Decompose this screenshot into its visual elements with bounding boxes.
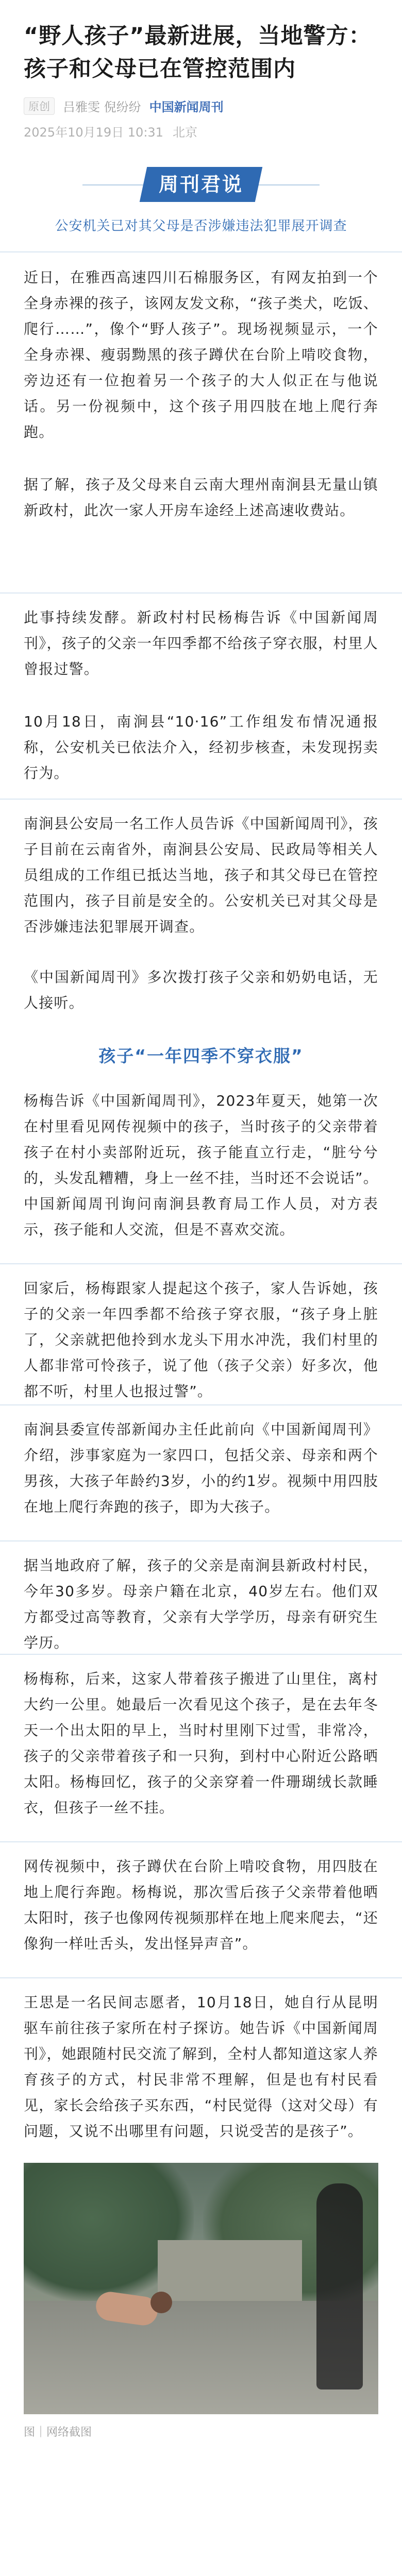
paragraph-block [0,1842,402,1977]
original-badge: 原创 [24,97,55,115]
publish-datetime: 2025年10月19日 10:31 [24,125,163,140]
paragraph-block [0,800,402,1030]
publish-info [0,115,402,140]
paragraph-block [0,1082,402,1263]
publish-location: 北京 [172,125,197,140]
article-title [0,0,402,86]
publication-link[interactable]: 中国新闻周刊 [149,100,224,114]
byline [0,86,402,115]
paragraph-block [0,1264,402,1404]
photo-caption: 图｜网络截图 [24,2426,92,2439]
paragraph-block [0,252,402,592]
paragraph: 王思是一名民间志愿者，10月18日，她自行从昆明驱车前往孩子家所在村子探访。她告诉《中国新闻周刊》，她跟随村民交流了解到，全村人都知道这家人养育孩子的方式，村民非常不理解，但是也有村民看见，家长会给孩子买东西，“村民觉得（这对父母）有问题，又说不出哪里有问题，只说受苦的是孩子”。 [24,1994,378,2140]
title-line-2: 孩子和父母已在管控范围内 [24,56,296,82]
paragraph: 《中国新闻周刊》多次拨打孩子父亲和奶奶电话，无人接听。 [24,969,378,1011]
paragraph: 据了解，孩子及父母来自云南大理州南涧县无量山镇新政村，此次一家人开房车途经上述高速收费站。 [24,476,378,519]
paragraph: 回家后，杨梅跟家人提起这个孩子，家人告诉她，孩子的父亲一年四季都不给孩子穿衣服，“孩子身上脏了，父亲就把他拎到水龙头下用水冲洗，我们村里的人都非常可怜孩子，说了他（孩子父亲）好多次，他都不听，村里人也报过警”。 [24,1280,378,1400]
paragraph-block [0,1978,402,2163]
paragraph: 10月18日，南涧县“10·16”工作组发布情况通报称，公安机关已依法介入，经初步核查，未发现拐卖行为。 [24,713,378,782]
paragraph: 南涧县委宣传部新闻办主任此前向《中国新闻周刊》介绍，涉事家庭为一家四口，包括父亲、母亲和两个男孩，大孩子年龄约3岁，小的约1岁。视频中用四肢在地上爬行奔跑的孩子，即为大孩子。 [24,1421,378,1515]
photo-child-head [150,2292,172,2313]
section-subheading: 孩子“一年四季不穿衣服” [98,1046,304,1066]
paragraph: 近日，在雅西高速四川石棉服务区，有网友拍到一个全身赤裸的孩子，该网友发文称，“孩子类犬，吃饭、爬行……”，像个“野人孩子”。现场视频显示，一个全身赤裸、瘦弱黝黑的孩子蹲伏在台阶上啃咬食物，旁边还有一位抱着另一个孩子的大人似正在与他说话。另一份视频中，这个孩子用四肢在地上爬行奔跑。 [24,269,378,440]
column-tag-text: 周刊君说 [158,173,244,196]
paragraph-block [0,1655,402,1841]
photo-wall [158,2240,302,2307]
column-tag [140,167,262,202]
paragraph: 网传视频中，孩子蹲伏在台阶上啃咬食物，用四肢在地上爬行奔跑。杨梅说，那次雪后孩子父亲带着他晒太阳时，孩子也像网传视频那样在地上爬来爬去，“还像狗一样吐舌头，发出怪异声音”。 [24,1858,378,1952]
author-names[interactable]: 吕雅雯 倪纷纷 [63,100,141,114]
paragraph: 杨梅称，后来，这家人带着孩子搬进了山里住，离村大约一公里。她最后一次看见这个孩子，是在去年冬天一个出太阳的早上，当时村里刚下过雪，非常冷，孩子的父亲带着孩子和一只狗，到村中心附近公路晒太阳。杨梅回忆，孩子的父亲穿着一件珊瑚绒长款睡衣，但孩子一丝不挂。 [24,1670,378,1816]
paragraph: 此事持续发酵。新政村村民杨梅告诉《中国新闻周刊》，孩子的父亲一年四季都不给孩子穿衣服，村里人曾报过警。 [24,609,378,677]
paragraph-block [0,1541,402,1654]
paragraph: 杨梅告诉《中国新闻周刊》，2023年夏天，她第一次在村里看见网传视频中的孩子，当时孩子的父亲带着孩子在村小卖部附近玩，孩子能直立行走，“脏兮兮的，头发乱糟糟，身上一丝不挂，当时还不会说话”。中国新闻周刊询问南涧县教育局工作人员，对方表示，孩子能和人交流，但是不喜欢交流。 [24,1092,378,1238]
paragraph-block [0,594,402,799]
photo-adult-figure [316,2183,363,2389]
paragraph: 南涧县公安局一名工作人员告诉《中国新闻周刊》，孩子目前在云南省外，南涧县公安局、民政局等相关人员组成的工作组已抵达当地，孩子和其父母已在管控范围内，孩子目前是安全的。公安机关已对其父母是否涉嫌违法犯罪展开调查。 [24,815,378,935]
column-banner [0,156,402,251]
news-photo[interactable] [24,2163,378,2414]
paragraph: 据当地政府了解，孩子的父亲是南涧县新政村村民，今年30多岁。母亲户籍在北京，40岁左右。他们双方都受过高等教育，父亲有大学学历，母亲有研究生学历。 [24,1557,378,1651]
paragraph-block [0,1405,402,1540]
title-line-1: “野人孩子”最新进展，当地警方： [24,23,372,49]
column-dek: 公安机关已对其父母是否涉嫌违法犯罪展开调查 [55,218,347,234]
